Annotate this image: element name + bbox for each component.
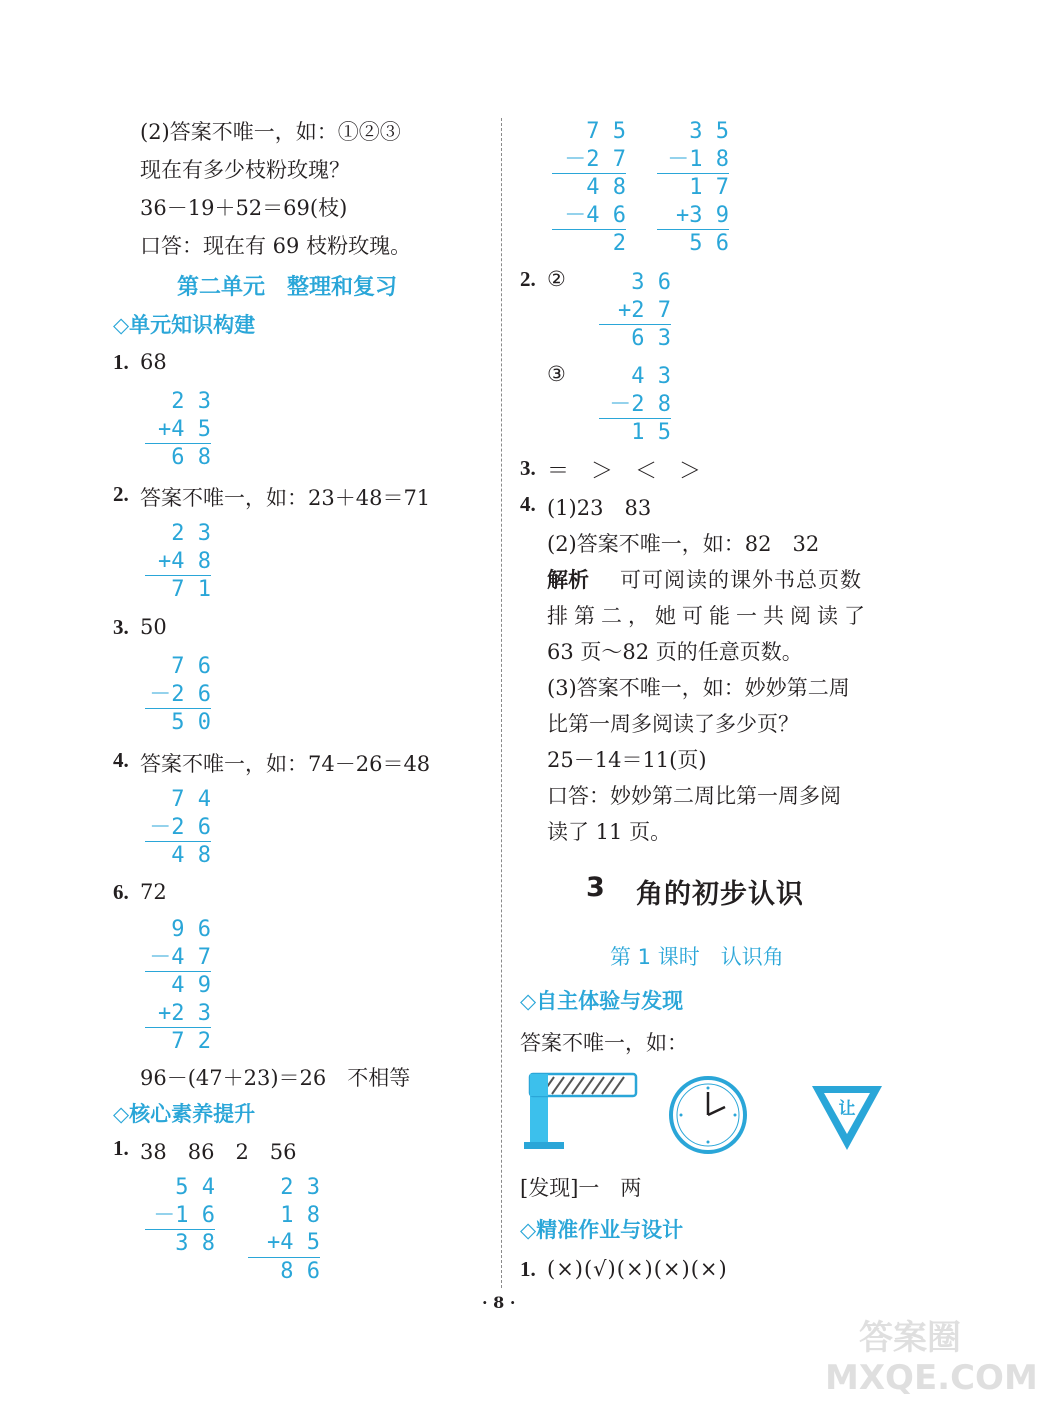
left-line-2: 现在有多少枝粉玫瑰？	[140, 158, 350, 182]
calc-row: －1 6	[145, 1202, 215, 1231]
calc-row: 5 4	[175, 1175, 215, 1200]
calc-row: 7 1	[171, 577, 211, 602]
calc-row: 4 8	[586, 175, 626, 200]
calc-row: －2 6	[145, 681, 211, 710]
calc-row: 7 4	[171, 787, 211, 812]
lesson-title: 第 1 课时 认识角	[610, 945, 784, 969]
calc-row: 3 5	[689, 119, 729, 144]
section-knowledge: ◇单元知识构建	[113, 313, 256, 337]
q6-number: 6.	[113, 880, 129, 904]
discovery-line: [发现]一 两	[520, 1176, 642, 1200]
column-divider	[501, 118, 502, 1288]
q4-answer: 答案不唯一，如：74－26＝48	[140, 752, 431, 776]
calc-row: 3 6	[631, 270, 671, 295]
q6-vertical-calc	[145, 916, 211, 1056]
left-line-4: 口答：现在有 69 枝粉玫瑰。	[140, 234, 412, 258]
r-q3-answer: ＝ ＞ ＜ ＞	[547, 459, 702, 484]
q2-answer: 答案不唯一，如：23＋48＝71	[140, 486, 431, 510]
calc-row: 2	[612, 231, 626, 256]
calc-row: +4 5	[248, 1229, 320, 1258]
calc-row: 4 3	[631, 364, 671, 389]
calc-row: 6 3	[631, 326, 671, 351]
r-q2-mark-2: ③	[547, 362, 566, 386]
r-q4-line-6: (3)答案不唯一，如：妙妙第二周	[547, 676, 850, 700]
calc-row: 8 6	[280, 1258, 320, 1284]
q4-vertical-calc	[145, 786, 211, 870]
q3-vertical-calc	[145, 653, 211, 737]
calc-row: 5 0	[171, 710, 211, 735]
r-q4-line-4: 排第二，她可能一共阅读了	[547, 604, 871, 628]
r-q4-line-10: 读了 11 页。	[547, 820, 672, 844]
yield-sign-text: 让	[838, 1099, 856, 1119]
c1-calc-a	[145, 1174, 215, 1258]
left-line-1: (2)答案不唯一，如：①②③	[140, 120, 401, 144]
yield-sign-icon	[808, 1080, 886, 1154]
q6-expression: 96－(47＋23)＝26 不相等	[140, 1066, 411, 1090]
q4-number: 4.	[113, 748, 129, 772]
calc-row: 9 6	[171, 917, 211, 942]
left-line-3: 36－19＋52＝69(枝)	[140, 196, 348, 220]
q2-vertical-calc	[145, 520, 211, 604]
r-q3-number: 3.	[520, 456, 536, 480]
calc-row: +4 5	[145, 416, 211, 445]
calc-row: 4 8	[171, 843, 211, 868]
r-q4-number: 4.	[520, 492, 536, 516]
r-q4-line-7: 比第一周多阅读了多少页？	[547, 712, 799, 736]
r-calc-a	[552, 118, 626, 258]
barrier-gate-icon	[520, 1068, 640, 1153]
p1-answers: (×)(√)(×)(×)(×)	[547, 1257, 728, 1281]
q1-vertical-calc	[145, 388, 211, 472]
calc-row: 7 6	[171, 654, 211, 679]
r-q4-line-2: (2)答案不唯一，如：82 32	[547, 532, 820, 556]
calc-row: 1 7	[689, 175, 729, 200]
r-q4-line-5: 63 页～82 页的任意页数。	[547, 640, 803, 664]
r-q4-line-8: 25－14＝11(页)	[547, 748, 707, 772]
watermark: 答案圈 MXQE.COM	[825, 1318, 1038, 1398]
calc-row: 7 2	[171, 1029, 211, 1054]
answer-intro: 答案不唯一，如：	[520, 1031, 688, 1055]
unit-title: 第二单元 整理和复习	[177, 275, 398, 300]
calc-row: 6 8	[171, 445, 211, 470]
r-q4-line-1: (1)23 83	[547, 496, 652, 520]
calc-row: －4 7	[145, 944, 211, 973]
calc-row: +4 8	[145, 548, 211, 577]
clock-icon	[667, 1074, 749, 1156]
calc-row: +2 3	[145, 1000, 211, 1029]
c1-number: 1.	[113, 1136, 129, 1160]
chapter-number: 3	[586, 872, 605, 903]
section-practice: ◇精准作业与设计	[520, 1218, 684, 1242]
page-number: · 8 ·	[482, 1293, 516, 1312]
calc-row: －2 7	[552, 146, 626, 175]
q6-answer: 72	[140, 880, 167, 904]
calc-row: －2 6	[145, 814, 211, 843]
r-q2-mark-1: ②	[547, 267, 566, 291]
r-q2-calc-1	[599, 269, 671, 353]
calc-row: －2 8	[599, 391, 671, 420]
calc-row: 2 3	[171, 521, 211, 546]
calc-row: 5 6	[689, 231, 729, 256]
calc-row: 2 3	[280, 1175, 320, 1200]
calc-row: 1 8	[280, 1202, 320, 1228]
c1-calc-b	[248, 1174, 320, 1285]
calc-row: 7 5	[586, 119, 626, 144]
p1-number: 1.	[520, 1257, 536, 1281]
r-calc-b	[657, 118, 729, 258]
section-core: ◇核心素养提升	[113, 1102, 256, 1126]
r-q4-line-3: 可可阅读的课外书总页数	[620, 568, 862, 592]
q3-answer: 50	[140, 615, 167, 639]
q3-number: 3.	[113, 615, 129, 639]
analysis-label: 解析	[547, 568, 589, 592]
r-q2-number: 2.	[520, 267, 536, 291]
q2-number: 2.	[113, 482, 129, 506]
r-q2-calc-2	[599, 363, 671, 447]
calc-row: +3 9	[657, 202, 729, 231]
calc-row: 1 5	[631, 420, 671, 445]
q1-number: 1.	[113, 350, 129, 374]
calc-row: －4 6	[552, 202, 626, 231]
calc-row: －1 8	[657, 146, 729, 175]
section-experience: ◇自主体验与发现	[520, 989, 684, 1013]
chapter-title: 角的初步认识	[636, 879, 804, 910]
calc-row: +2 7	[599, 297, 671, 326]
calc-row: 4 9	[171, 973, 211, 998]
q1-answer: 68	[140, 350, 167, 374]
r-q4-line-9: 口答：妙妙第二周比第一周多阅	[547, 784, 841, 808]
c1-answer: 38 86 2 56	[140, 1140, 297, 1164]
calc-row: 2 3	[171, 389, 211, 414]
calc-row: 3 8	[175, 1231, 215, 1256]
